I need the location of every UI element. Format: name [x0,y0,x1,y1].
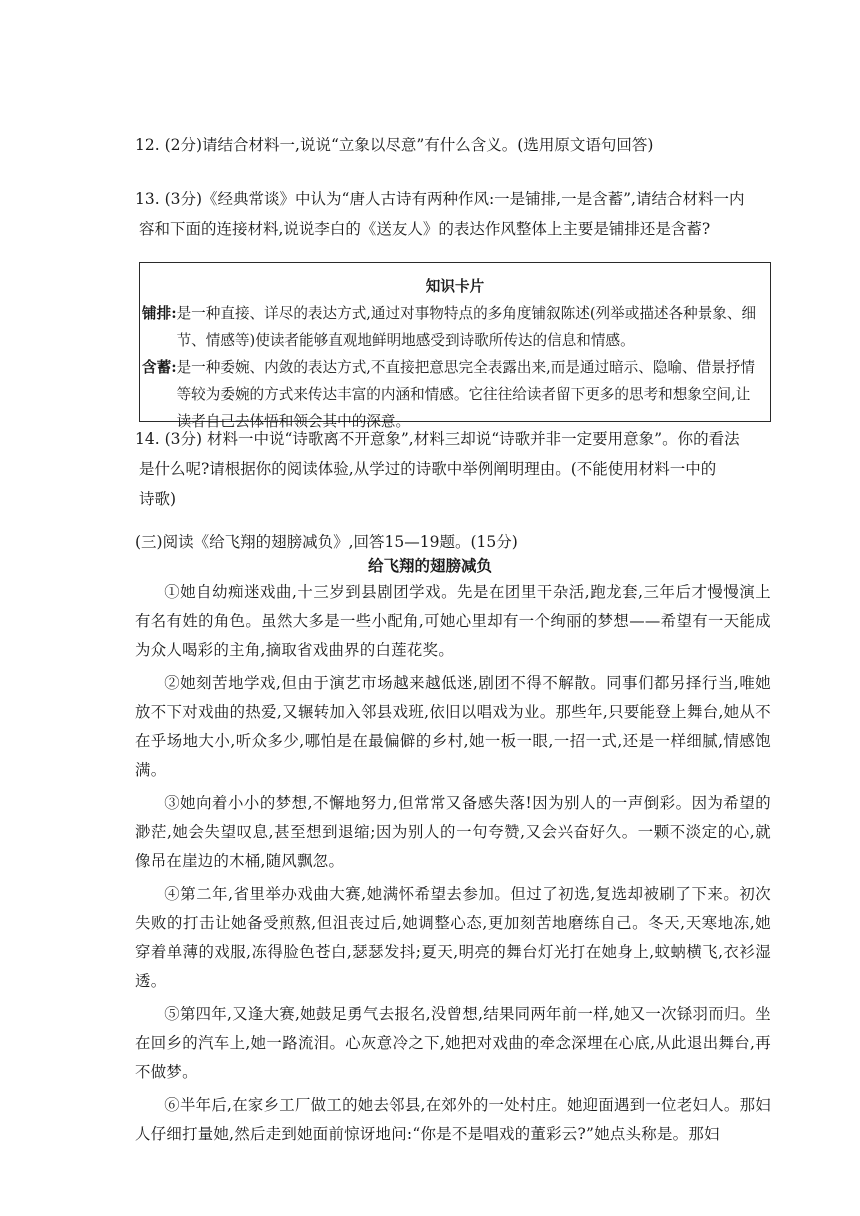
question-14 [135,424,775,514]
question-13 [135,184,775,244]
article-paragraph-3: ③她向着小小的梦想,不懈地努力,但常常又备感失落!因为别人的一声倒彩。因为希望的渺茫,她会失望叹息,甚至想到退缩;因为别人的一句夸赞,又会兴奋好久。一颗不淡定的心,就像吊在崖边的木桶,随风飘忽。 [135,794,771,870]
article-paragraph-4: ④第二年,省里举办戏曲大赛,她满怀希望去参加。但过了初选,复选却被刷了下来。初次失败的打击让她备受煎熬,但沮丧过后,她调整心态,更加刻苦地磨练自己。冬天,天寒地冻,她穿着单薄的戏服,冻得脸色苍白,瑟瑟发抖;夏天,明亮的舞台灯光打在她身上,蚊蚋横飞,衣衫湿透。 [135,885,771,990]
article-paragraph-1: ①她自幼痴迷戏曲,十三岁到县剧团学戏。先是在团里干杂活,跑龙套,三年后才慢慢演上有名有姓的角色。虽然大多是一些小配角,可她心里却有一个绚丽的梦想——希望有一天能成为众人喝彩的主角,摘取省戏曲界的白莲花奖。 [135,583,771,659]
card-term: 铺排: [142,305,177,322]
knowledge-card-item [140,354,770,435]
article-body [135,578,771,1153]
card-term: 含蓄: [142,359,177,376]
article-title: 给飞翔的翅膀减负 [367,556,492,575]
question-14-line-3: 诗歌) [139,490,177,508]
article-paragraph-6: ⑥半年后,在家乡工厂做工的她去邻县,在郊外的一处村庄。她迎面遇到一位老妇人。那妇人仔细打量她,然后走到她面前惊讶地问:“你是不是唱戏的董彩云?”她点头称是。那妇 [135,1096,771,1143]
question-12 [135,130,775,160]
question-13-line-1: 13. (3分)《经典常谈》中认为“唐人古诗有两种作风:一是铺排,一是含蓄”,请结合材料一内 [135,190,745,208]
article-paragraph-5: ⑤第四年,又逢大赛,她鼓足勇气去报名,没曾想,结果同两年前一样,她又一次铩羽而归。坐在回乡的汽车上,她一路流泪。心灰意冷之下,她把对戏曲的牵念深埋在心底,从此退出舞台,再不做梦。 [135,1005,771,1081]
question-14-line-1: 14. (3分) 材料一中说“诗歌离不开意象”,材料三却说“诗歌并非一定要用意象”。你的看法 [135,430,740,448]
knowledge-card-title: 知识卡片 [425,278,485,295]
card-definition: 是一种直接、详尽的表达方式,通过对事物特点的多角度铺叙陈述(列举或描述各种景象、细节、情感等)使读者能够直观地鲜明地感受到诗歌所传达的信息和情感。 [176,305,757,349]
section-3-heading: (三)阅读《给飞翔的翅膀减负》,回答15—19题。(15分) [135,533,518,551]
knowledge-card-item [140,300,770,354]
question-13-line-2: 容和下面的连接材料,说说李白的《送友人》的表达作风整体上主要是铺排还是含蓄? [139,220,711,238]
article-paragraph-2: ②她刻苦地学戏,但由于演艺市场越来越低迷,剧团不得不解散。同事们都另择行当,唯她放不下对戏曲的热爱,又辗转加入邻县戏班,依旧以唱戏为业。那些年,只要能登上舞台,她从不在乎场地大小,听众多少,哪怕是在最偏僻的乡村,她一板一眼,一招一式,还是一样细腻,情感饱满。 [135,674,771,779]
question-12-text: 12. (2分)请结合材料一,说说“立象以尽意”有什么含义。(选用原文语句回答) [135,136,654,154]
card-definition: 是一种委婉、内敛的表达方式,不直接把意思完全表露出来,而是通过暗示、隐喻、借景抒情等较为委婉的方式来传达丰富的内涵和情感。它往往给读者留下更多的思考和想象空间,让读者自己去体悟和领会其中的深意。 [176,359,756,430]
knowledge-card [139,262,771,430]
question-14-line-2: 是什么呢?请根据你的阅读体验,从学过的诗歌中举例阐明理由。(不能使用材料一中的 [139,460,717,478]
